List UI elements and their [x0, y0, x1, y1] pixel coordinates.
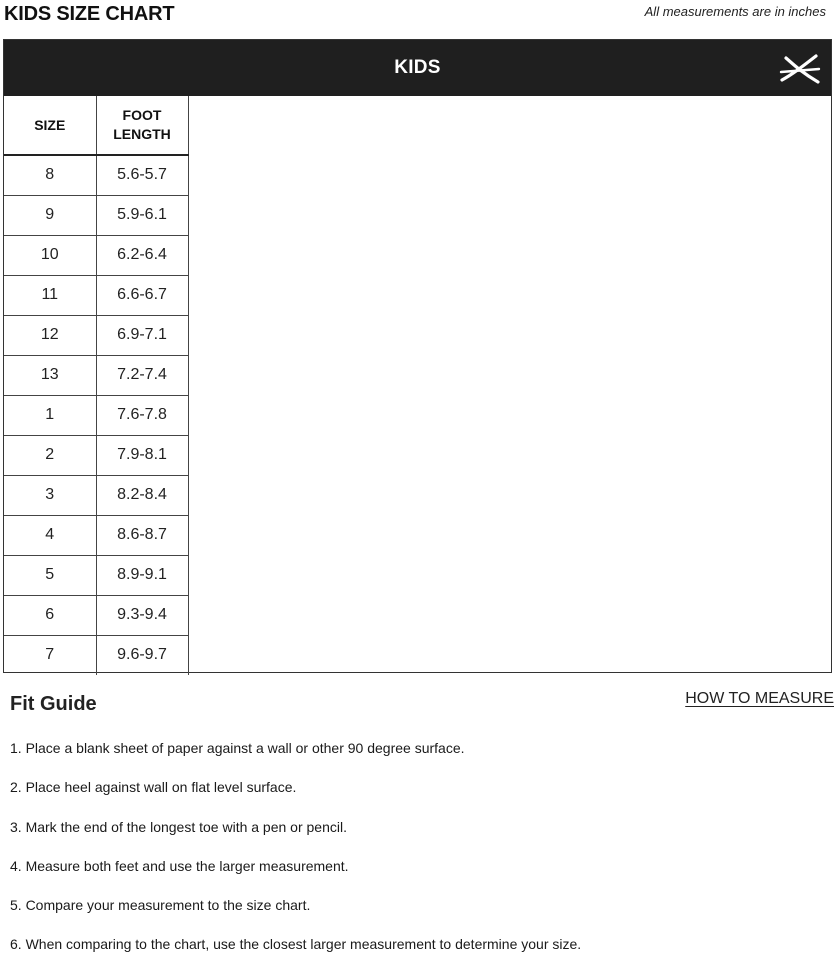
foot-length-cell: 5.6-5.7 — [96, 155, 188, 195]
fit-step: 1. Place a blank sheet of paper against a wall or other 90 degree surface. — [10, 740, 465, 756]
size-chart — [3, 39, 832, 673]
empty-cell — [188, 515, 831, 555]
foot-length-cell: 7.2-7.4 — [96, 355, 188, 395]
banner-title: KIDS — [394, 57, 441, 78]
foot-length-cell: 7.6-7.8 — [96, 395, 188, 435]
fit-step: 2. Place heel against wall on flat level surface. — [10, 779, 297, 796]
fit-step: 4. Measure both feet and use the larger measurement. — [10, 857, 349, 874]
empty-cell — [188, 155, 831, 195]
table-row — [4, 275, 831, 315]
size-cell: 11 — [4, 275, 96, 315]
size-cell: 8 — [4, 155, 96, 195]
empty-cell — [188, 235, 831, 275]
foot-length-cell: 8.9-9.1 — [96, 555, 188, 595]
column-header-size: SIZE — [4, 96, 96, 155]
size-cell: 4 — [4, 515, 96, 555]
foot-length-header-text: FOOT LENGTH — [113, 107, 171, 142]
table-row — [4, 555, 831, 595]
foot-length-cell: 8.6-8.7 — [96, 515, 188, 555]
size-cell: 13 — [4, 355, 96, 395]
table-row — [4, 195, 831, 235]
size-cell: 10 — [4, 235, 96, 275]
fit-step: 5. Compare your measurement to the size chart. — [10, 897, 311, 914]
table-row — [4, 235, 831, 275]
foot-length-cell: 6.6-6.7 — [96, 275, 188, 315]
size-cell: 3 — [4, 475, 96, 515]
table-row — [4, 595, 831, 635]
size-table — [4, 96, 831, 675]
chart-banner — [4, 40, 831, 96]
foot-length-cell: 6.9-7.1 — [96, 315, 188, 355]
fit-guide-title: Fit Guide — [10, 693, 97, 715]
table-row — [4, 435, 831, 475]
measurement-note: All measurements are in inches — [644, 4, 826, 19]
foot-length-cell: 9.3-9.4 — [96, 595, 188, 635]
foot-length-cell: 5.9-6.1 — [96, 195, 188, 235]
empty-cell — [188, 395, 831, 435]
size-cell: 5 — [4, 555, 96, 595]
size-cell: 12 — [4, 315, 96, 355]
size-cell: 2 — [4, 435, 96, 475]
table-row — [4, 395, 831, 435]
table-row — [4, 155, 831, 195]
foot-length-cell: 8.2-8.4 — [96, 475, 188, 515]
empty-cell — [188, 355, 831, 395]
table-header-row — [4, 96, 831, 155]
empty-cell — [188, 195, 831, 235]
empty-cell — [188, 315, 831, 355]
empty-cell — [188, 555, 831, 595]
empty-cell — [188, 435, 831, 475]
foot-length-cell: 6.2-6.4 — [96, 235, 188, 275]
size-cell: 6 — [4, 595, 96, 635]
size-cell: 7 — [4, 635, 96, 675]
page-title: KIDS SIZE CHART — [4, 3, 175, 25]
fit-step: 6. When comparing to the chart, use the closest larger measurement to determine your size. — [10, 936, 582, 953]
fit-step: 3. Mark the end of the longest toe with a pen or pencil. — [10, 818, 347, 835]
foot-length-cell: 9.6-9.7 — [96, 635, 188, 675]
table-row — [4, 315, 831, 355]
size-cell: 1 — [4, 395, 96, 435]
column-header-foot-length — [96, 96, 188, 155]
header-empty-cell — [188, 96, 831, 155]
table-row — [4, 355, 831, 395]
table-row — [4, 635, 831, 675]
table-row — [4, 515, 831, 555]
empty-cell — [188, 595, 831, 635]
how-to-measure-link[interactable]: HOW TO MEASURE — [685, 690, 834, 707]
empty-cell — [188, 275, 831, 315]
table-row — [4, 475, 831, 515]
foot-length-cell: 7.9-8.1 — [96, 435, 188, 475]
empty-cell — [188, 475, 831, 515]
fit-guide-steps — [10, 738, 830, 956]
empty-cell — [188, 635, 831, 675]
brand-x-logo-icon — [779, 52, 821, 86]
size-cell: 9 — [4, 195, 96, 235]
